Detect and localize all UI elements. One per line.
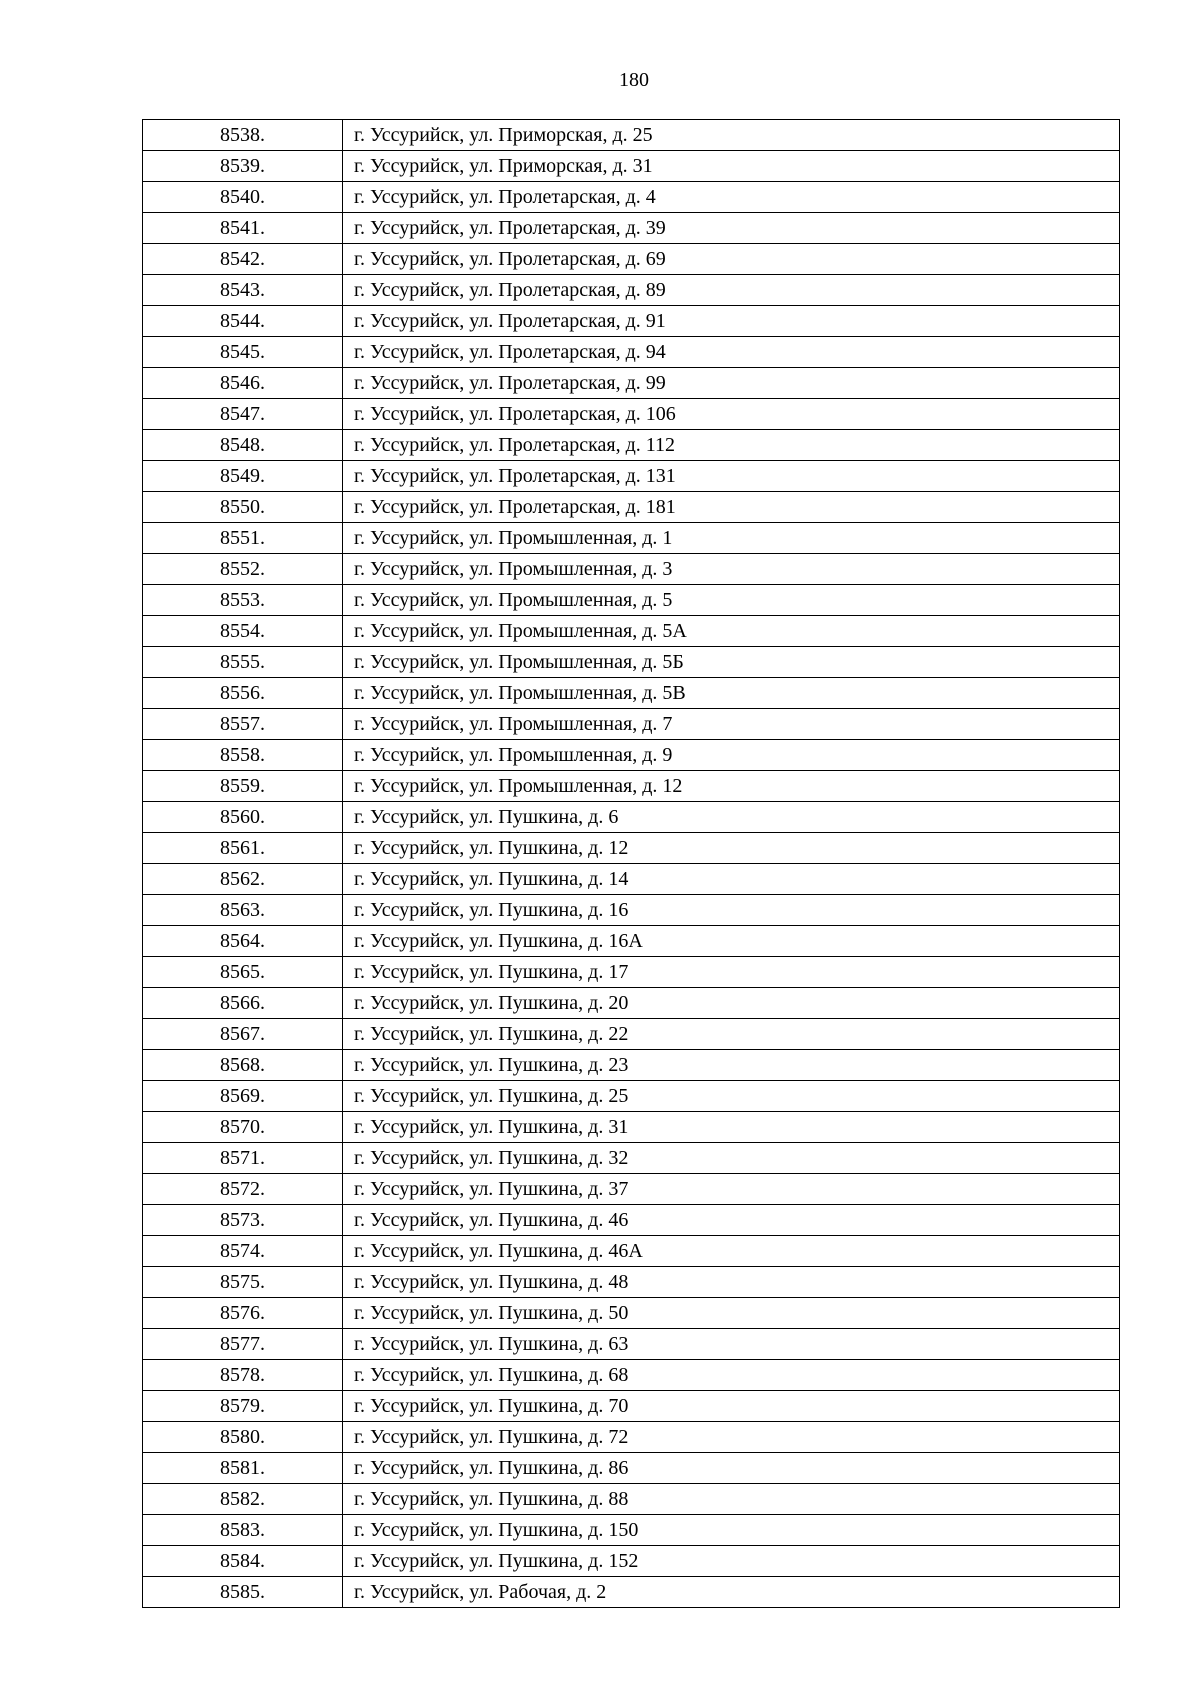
address-cell: г. Уссурийск, ул. Пушкина, д. 23: [343, 1050, 1120, 1081]
row-number-cell: 8553.: [143, 585, 343, 616]
address-cell: г. Уссурийск, ул. Приморская, д. 31: [343, 151, 1120, 182]
row-number-cell: 8573.: [143, 1205, 343, 1236]
address-cell: г. Уссурийск, ул. Пушкина, д. 88: [343, 1484, 1120, 1515]
address-cell: г. Уссурийск, ул. Пушкина, д. 37: [343, 1174, 1120, 1205]
table-row: [143, 1422, 1120, 1453]
address-cell: г. Уссурийск, ул. Пушкина, д. 63: [343, 1329, 1120, 1360]
row-number-cell: 8564.: [143, 926, 343, 957]
address-cell: г. Уссурийск, ул. Пушкина, д. 20: [343, 988, 1120, 1019]
table-row: [143, 1453, 1120, 1484]
table-row: [143, 647, 1120, 678]
address-cell: г. Уссурийск, ул. Пролетарская, д. 89: [343, 275, 1120, 306]
row-number-cell: 8571.: [143, 1143, 343, 1174]
table-row: [143, 709, 1120, 740]
row-number-cell: 8580.: [143, 1422, 343, 1453]
address-cell: г. Уссурийск, ул. Пушкина, д. 70: [343, 1391, 1120, 1422]
table-row: [143, 1484, 1120, 1515]
address-cell: г. Уссурийск, ул. Пушкина, д. 68: [343, 1360, 1120, 1391]
table-row: [143, 1236, 1120, 1267]
address-cell: г. Уссурийск, ул. Пушкина, д. 46: [343, 1205, 1120, 1236]
row-number-cell: 8577.: [143, 1329, 343, 1360]
table-row: [143, 1205, 1120, 1236]
row-number-cell: 8548.: [143, 430, 343, 461]
address-cell: г. Уссурийск, ул. Пушкина, д. 48: [343, 1267, 1120, 1298]
row-number-cell: 8566.: [143, 988, 343, 1019]
row-number-cell: 8549.: [143, 461, 343, 492]
row-number-cell: 8584.: [143, 1546, 343, 1577]
address-cell: г. Уссурийск, ул. Промышленная, д. 5: [343, 585, 1120, 616]
row-number-cell: 8558.: [143, 740, 343, 771]
address-cell: г. Уссурийск, ул. Промышленная, д. 5А: [343, 616, 1120, 647]
row-number-cell: 8554.: [143, 616, 343, 647]
address-cell: г. Уссурийск, ул. Пушкина, д. 22: [343, 1019, 1120, 1050]
address-cell: г. Уссурийск, ул. Промышленная, д. 5В: [343, 678, 1120, 709]
table-row: [143, 1298, 1120, 1329]
table-row: [143, 337, 1120, 368]
table-row: [143, 1515, 1120, 1546]
address-cell: г. Уссурийск, ул. Промышленная, д. 3: [343, 554, 1120, 585]
table-row: [143, 678, 1120, 709]
row-number-cell: 8585.: [143, 1577, 343, 1608]
address-table: [142, 119, 1120, 1608]
address-cell: г. Уссурийск, ул. Пушкина, д. 16А: [343, 926, 1120, 957]
row-number-cell: 8556.: [143, 678, 343, 709]
table-row: [143, 182, 1120, 213]
address-cell: г. Уссурийск, ул. Пролетарская, д. 112: [343, 430, 1120, 461]
table-row: [143, 957, 1120, 988]
address-cell: г. Уссурийск, ул. Пролетарская, д. 131: [343, 461, 1120, 492]
row-number-cell: 8561.: [143, 833, 343, 864]
table-row: [143, 802, 1120, 833]
table-row: [143, 523, 1120, 554]
row-number-cell: 8579.: [143, 1391, 343, 1422]
row-number-cell: 8563.: [143, 895, 343, 926]
address-cell: г. Уссурийск, ул. Пролетарская, д. 91: [343, 306, 1120, 337]
address-cell: г. Уссурийск, ул. Пушкина, д. 16: [343, 895, 1120, 926]
address-cell: г. Уссурийск, ул. Пролетарская, д. 106: [343, 399, 1120, 430]
table-row: [143, 1081, 1120, 1112]
table-row: [143, 895, 1120, 926]
row-number-cell: 8562.: [143, 864, 343, 895]
address-cell: г. Уссурийск, ул. Пушкина, д. 152: [343, 1546, 1120, 1577]
table-row: [143, 1391, 1120, 1422]
row-number-cell: 8545.: [143, 337, 343, 368]
table-row: [143, 275, 1120, 306]
table-row: [143, 585, 1120, 616]
address-cell: г. Уссурийск, ул. Пушкина, д. 32: [343, 1143, 1120, 1174]
address-cell: г. Уссурийск, ул. Пушкина, д. 6: [343, 802, 1120, 833]
table-row: [143, 430, 1120, 461]
table-row: [143, 833, 1120, 864]
row-number-cell: 8582.: [143, 1484, 343, 1515]
table-row: [143, 213, 1120, 244]
row-number-cell: 8555.: [143, 647, 343, 678]
row-number-cell: 8581.: [143, 1453, 343, 1484]
table-row: [143, 864, 1120, 895]
row-number-cell: 8543.: [143, 275, 343, 306]
table-row: [143, 988, 1120, 1019]
row-number-cell: 8546.: [143, 368, 343, 399]
table-row: [143, 368, 1120, 399]
row-number-cell: 8540.: [143, 182, 343, 213]
address-cell: г. Уссурийск, ул. Пушкина, д. 50: [343, 1298, 1120, 1329]
table-row: [143, 1143, 1120, 1174]
table-row: [143, 1360, 1120, 1391]
table-row: [143, 1174, 1120, 1205]
address-table-body: [143, 120, 1120, 1608]
table-row: [143, 306, 1120, 337]
table-row: [143, 1019, 1120, 1050]
address-cell: г. Уссурийск, ул. Пушкина, д. 14: [343, 864, 1120, 895]
row-number-cell: 8559.: [143, 771, 343, 802]
row-number-cell: 8572.: [143, 1174, 343, 1205]
table-row: [143, 244, 1120, 275]
table-row: [143, 1267, 1120, 1298]
address-cell: г. Уссурийск, ул. Промышленная, д. 9: [343, 740, 1120, 771]
table-row: [143, 771, 1120, 802]
address-cell: г. Уссурийск, ул. Промышленная, д. 1: [343, 523, 1120, 554]
address-cell: г. Уссурийск, ул. Пушкина, д. 17: [343, 957, 1120, 988]
row-number-cell: 8578.: [143, 1360, 343, 1391]
address-cell: г. Уссурийск, ул. Пушкина, д. 31: [343, 1112, 1120, 1143]
row-number-cell: 8551.: [143, 523, 343, 554]
row-number-cell: 8550.: [143, 492, 343, 523]
row-number-cell: 8544.: [143, 306, 343, 337]
address-cell: г. Уссурийск, ул. Промышленная, д. 12: [343, 771, 1120, 802]
row-number-cell: 8541.: [143, 213, 343, 244]
row-number-cell: 8583.: [143, 1515, 343, 1546]
table-row: [143, 1546, 1120, 1577]
table-row: [143, 926, 1120, 957]
address-cell: г. Уссурийск, ул. Пролетарская, д. 4: [343, 182, 1120, 213]
row-number-cell: 8557.: [143, 709, 343, 740]
row-number-cell: 8567.: [143, 1019, 343, 1050]
address-cell: г. Уссурийск, ул. Рабочая, д. 2: [343, 1577, 1120, 1608]
row-number-cell: 8552.: [143, 554, 343, 585]
row-number-cell: 8565.: [143, 957, 343, 988]
row-number-cell: 8574.: [143, 1236, 343, 1267]
table-row: [143, 151, 1120, 182]
table-row: [143, 120, 1120, 151]
row-number-cell: 8547.: [143, 399, 343, 430]
row-number-cell: 8570.: [143, 1112, 343, 1143]
address-cell: г. Уссурийск, ул. Пушкина, д. 86: [343, 1453, 1120, 1484]
address-cell: г. Уссурийск, ул. Пушкина, д. 150: [343, 1515, 1120, 1546]
row-number-cell: 8538.: [143, 120, 343, 151]
table-row: [143, 554, 1120, 585]
page-number: 180: [619, 69, 649, 91]
table-row: [143, 616, 1120, 647]
address-cell: г. Уссурийск, ул. Промышленная, д. 7: [343, 709, 1120, 740]
table-row: [143, 1112, 1120, 1143]
address-cell: г. Уссурийск, ул. Пушкина, д. 25: [343, 1081, 1120, 1112]
address-cell: г. Уссурийск, ул. Пушкина, д. 46А: [343, 1236, 1120, 1267]
row-number-cell: 8576.: [143, 1298, 343, 1329]
table-row: [143, 1577, 1120, 1608]
row-number-cell: 8560.: [143, 802, 343, 833]
table-row: [143, 492, 1120, 523]
table-row: [143, 461, 1120, 492]
row-number-cell: 8575.: [143, 1267, 343, 1298]
table-row: [143, 1329, 1120, 1360]
address-cell: г. Уссурийск, ул. Пушкина, д. 72: [343, 1422, 1120, 1453]
address-cell: г. Уссурийск, ул. Пролетарская, д. 39: [343, 213, 1120, 244]
row-number-cell: 8569.: [143, 1081, 343, 1112]
table-row: [143, 740, 1120, 771]
address-cell: г. Уссурийск, ул. Пролетарская, д. 94: [343, 337, 1120, 368]
address-cell: г. Уссурийск, ул. Пролетарская, д. 99: [343, 368, 1120, 399]
address-cell: г. Уссурийск, ул. Приморская, д. 25: [343, 120, 1120, 151]
row-number-cell: 8568.: [143, 1050, 343, 1081]
table-row: [143, 1050, 1120, 1081]
address-cell: г. Уссурийск, ул. Промышленная, д. 5Б: [343, 647, 1120, 678]
table-row: [143, 399, 1120, 430]
row-number-cell: 8542.: [143, 244, 343, 275]
row-number-cell: 8539.: [143, 151, 343, 182]
address-cell: г. Уссурийск, ул. Пролетарская, д. 181: [343, 492, 1120, 523]
address-cell: г. Уссурийск, ул. Пушкина, д. 12: [343, 833, 1120, 864]
address-cell: г. Уссурийск, ул. Пролетарская, д. 69: [343, 244, 1120, 275]
